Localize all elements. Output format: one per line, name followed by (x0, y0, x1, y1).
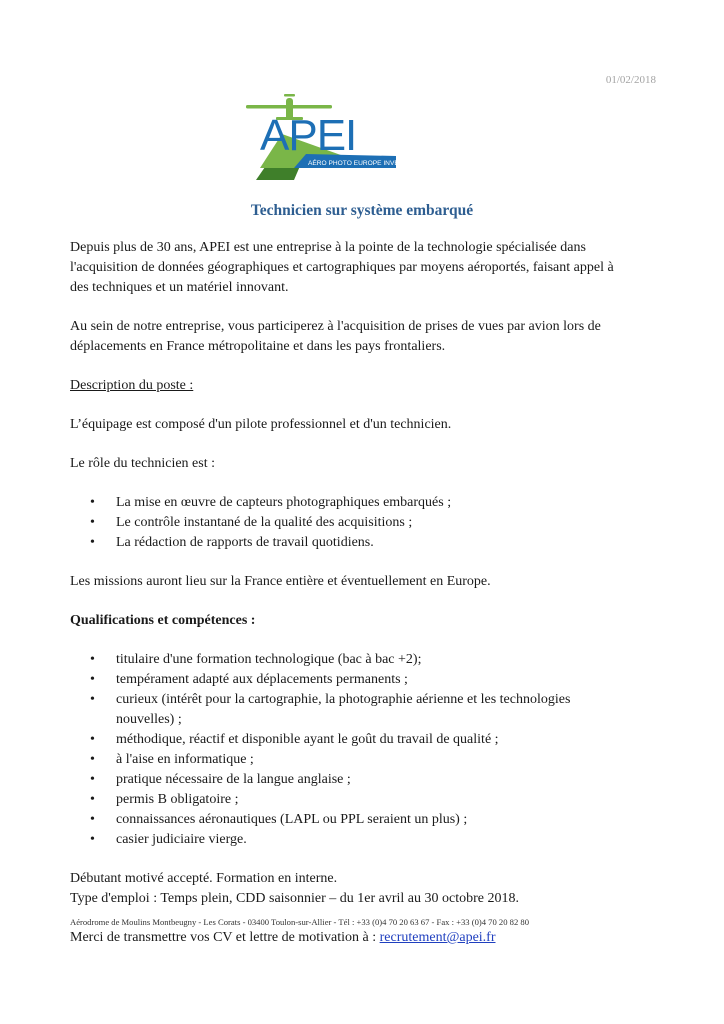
intro-line: l'acquisition de données géographiques et cartographiques par moyens aéroportés, faisant appel à (70, 260, 614, 275)
qualification-item: • curieux (intérêt pour la cartographie, la photographie aérienne et les technologies nouvelles) ; (70, 690, 660, 730)
qualifications-heading: Qualifications et compétences : (70, 613, 256, 628)
qualification-item: • tempérament adapté aux déplacements permanents ; (70, 670, 660, 690)
role-item: • Le contrôle instantané de la qualité des acquisitions ; (70, 513, 660, 533)
document-date: 01/02/2018 (605, 74, 656, 86)
closing-paragraph (70, 869, 660, 909)
description-heading: Description du poste : (70, 378, 194, 393)
intro-paragraph (70, 238, 660, 298)
logo-tagline: AÉRO PHOTO EUROPE INVESTIGATION (308, 160, 434, 167)
context-line: Au sein de notre entreprise, vous participerez à l'acquisition de prises de vues par avion lors de (70, 319, 601, 334)
qualification-item: • connaissances aéronautiques (LAPL ou PPL seraient un plus) ; (70, 810, 660, 830)
apei-logo (246, 94, 466, 180)
role-list (70, 493, 660, 553)
missions-paragraph: Les missions auront lieu sur la France entière et éventuellement en Europe. (70, 574, 491, 589)
context-paragraph (70, 317, 660, 357)
qualification-item: • méthodique, réactif et disponible ayant le goût du travail de qualité ; (70, 730, 660, 750)
beginner-note: Débutant motivé accepté. Formation en interne. (70, 871, 338, 886)
contract-type: Type d'emploi : Temps plein, CDD saisonnier – du 1er avril au 30 octobre 2018. (70, 891, 519, 906)
logo-wordmark: APEI (260, 111, 357, 160)
recruitment-email-link[interactable]: recrutement@apei.fr (379, 930, 496, 945)
apply-text: Merci de transmettre vos CV et lettre de motivation à : (70, 930, 380, 945)
job-posting-body (70, 238, 660, 948)
job-title: Technicien sur système embarqué (250, 202, 474, 219)
role-item: • La rédaction de rapports de travail quotidiens. (70, 533, 660, 553)
crew-paragraph: L’équipage est composé d'un pilote professionnel et d'un technicien. (70, 417, 452, 432)
apply-paragraph (70, 928, 660, 948)
intro-line: des techniques et un matériel innovant. (70, 280, 289, 295)
qualification-item: • à l'aise en informatique ; (70, 750, 660, 770)
intro-line: Depuis plus de 30 ans, APEI est une entreprise à la pointe de la technologie spécialisée dans (70, 240, 586, 255)
role-intro: Le rôle du technicien est : (70, 456, 215, 471)
qualification-item: • casier judiciaire vierge. (70, 830, 660, 850)
role-item: • La mise en œuvre de capteurs photographiques embarqués ; (70, 493, 660, 513)
footer-address: Aérodrome de Moulins Montbeugny - Les Corats - 03400 Toulon-sur-Allier - Tél : +33 (0)4 70 20 63 67 - Fax : +33 (0)4 70 20 82 80 (70, 917, 529, 927)
context-line: déplacements en France métropolitaine et dans les pays frontaliers. (70, 339, 446, 354)
qualifications-list (70, 650, 660, 850)
qualification-item: • permis B obligatoire ; (70, 790, 660, 810)
qualification-item: • titulaire d'une formation technologique (bac à bac +2); (70, 650, 660, 670)
qualification-item: • pratique nécessaire de la langue anglaise ; (70, 770, 660, 790)
